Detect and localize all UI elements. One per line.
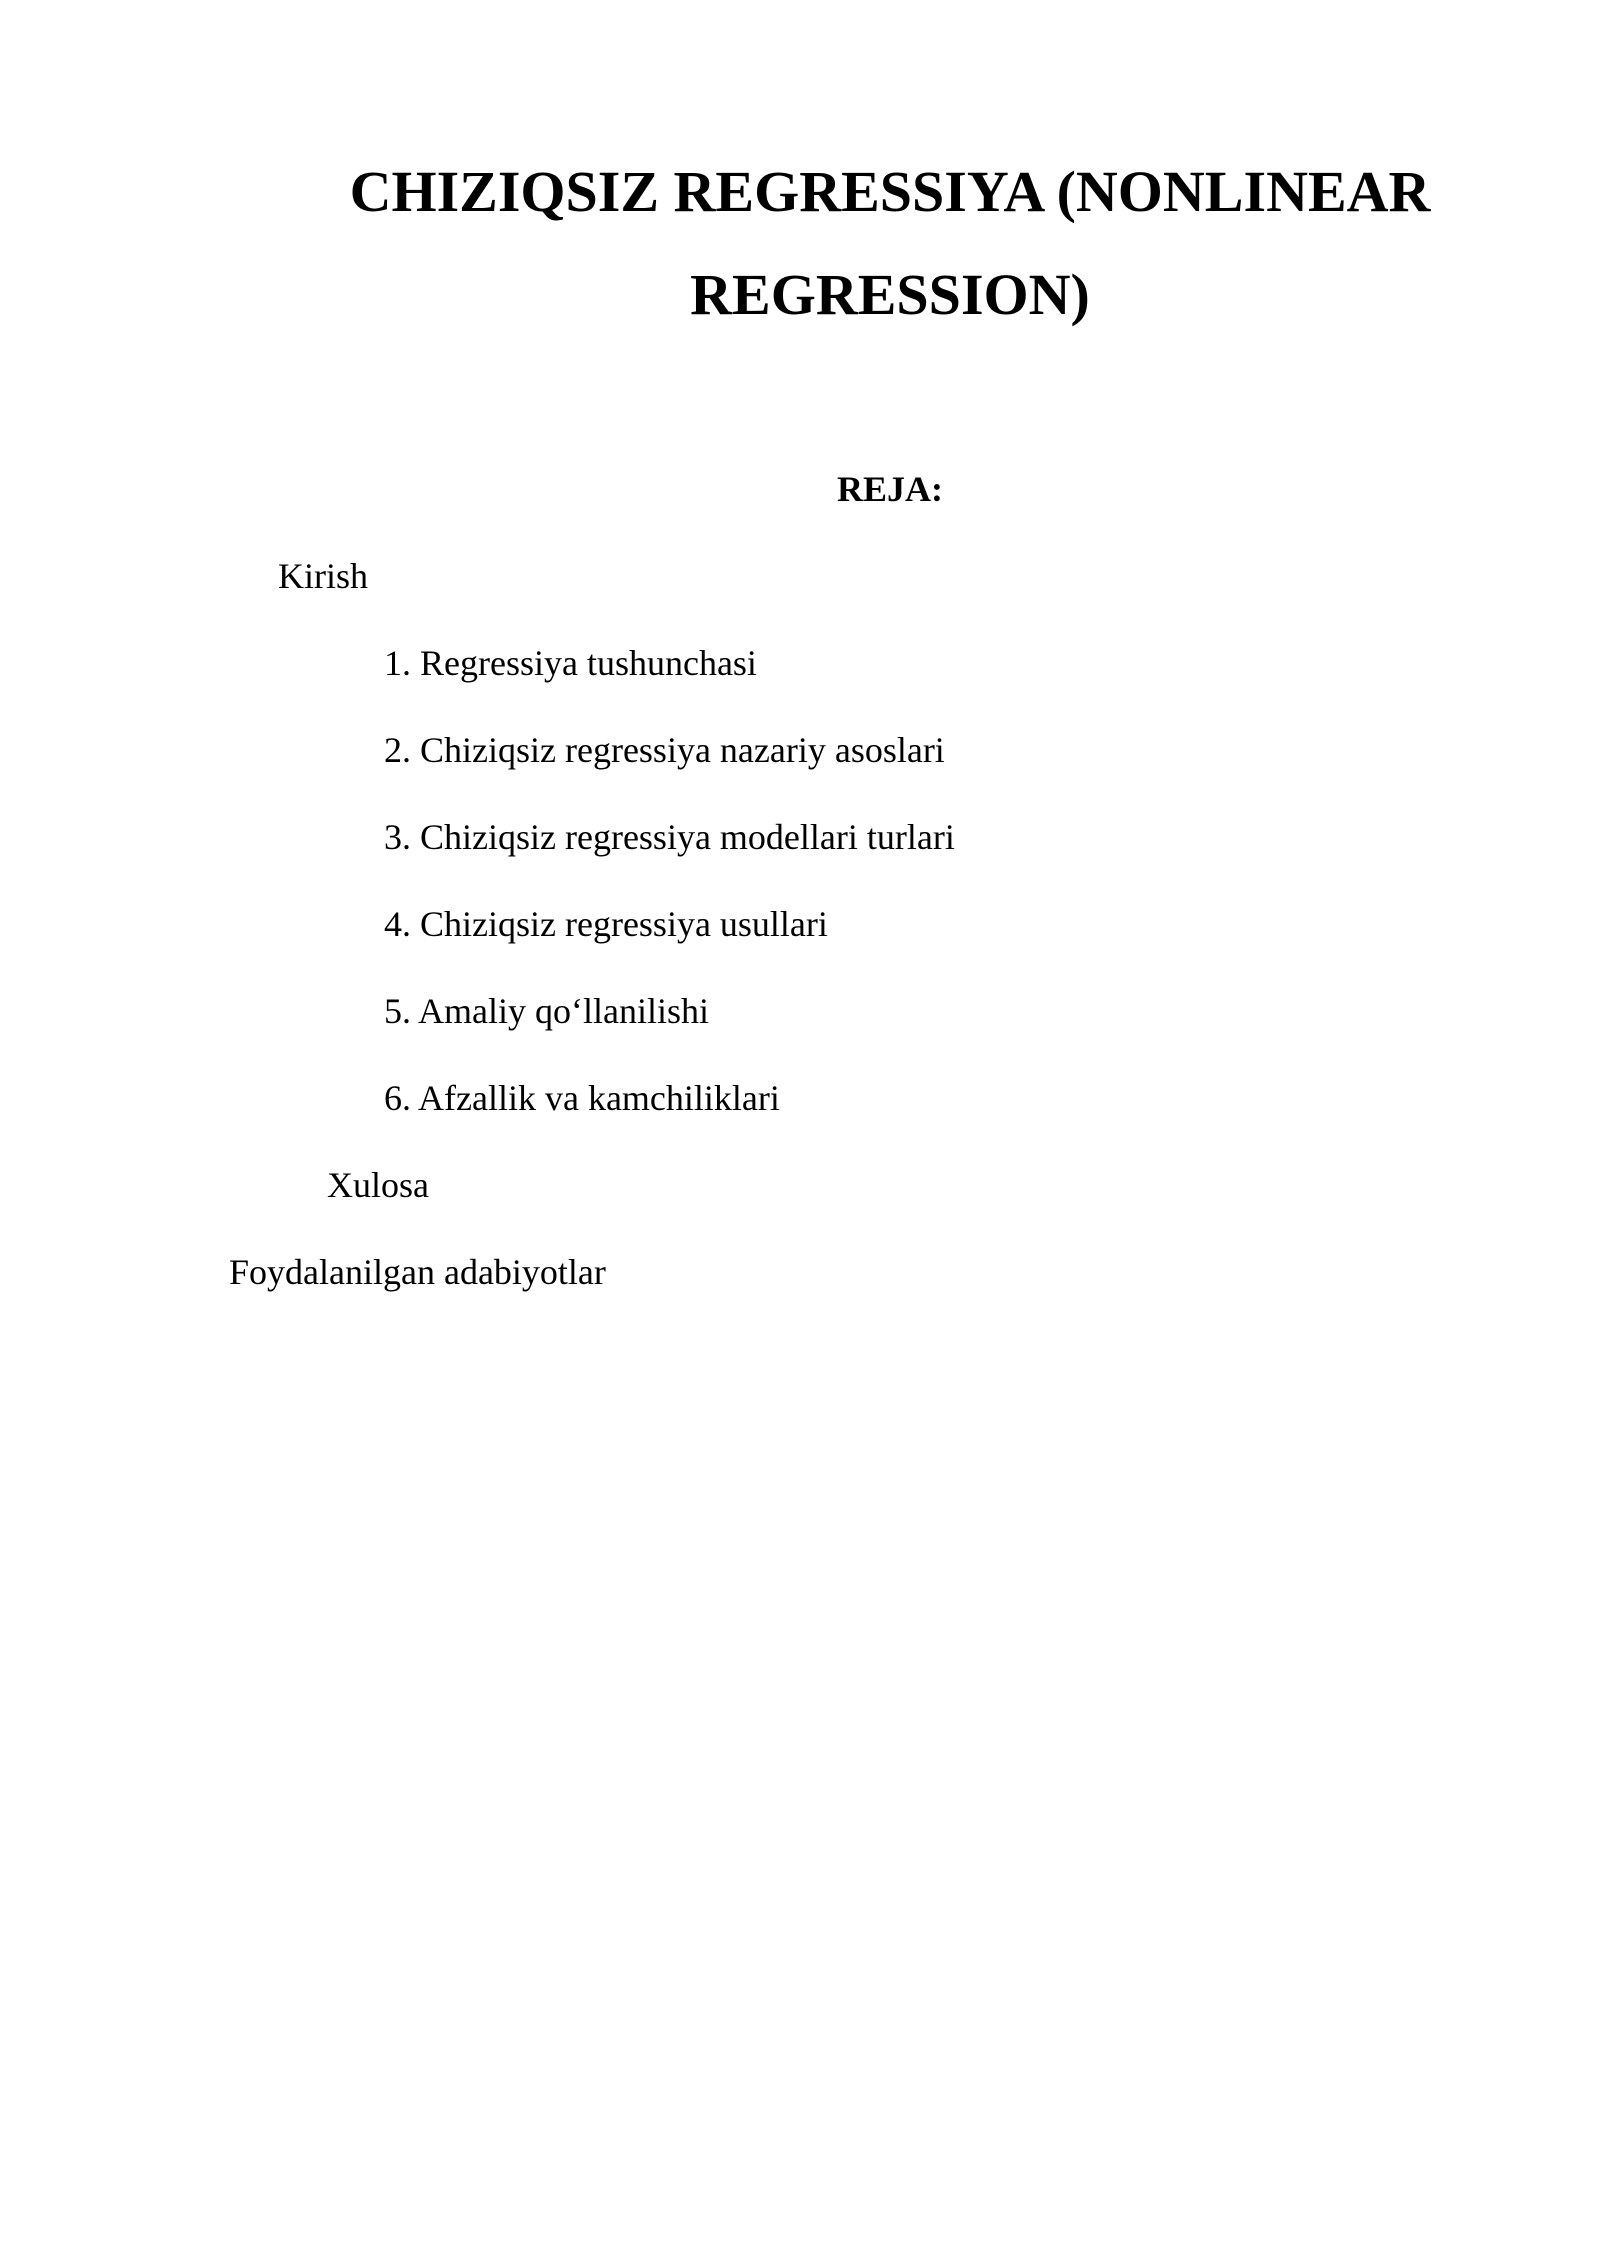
plan-item-6 [384, 1071, 780, 1125]
plan-item-text: Chiziqsiz regressiya nazariy asoslari [420, 730, 945, 770]
plan-item-text: Afzallik va kamchiliklari [418, 1078, 780, 1118]
plan-item-4 [384, 897, 828, 951]
plan-item-3 [384, 810, 955, 864]
plan-item-text: Chiziqsiz regressiya usullari [420, 904, 828, 944]
plan-item-number: 3. [384, 817, 411, 857]
plan-item-2 [384, 723, 945, 777]
plan-item-text: Regressiya tushunchasi [420, 643, 757, 683]
plan-item-number: 5. [384, 991, 411, 1031]
plan-item-text: Amaliy qo‘llanilishi [418, 991, 709, 1031]
plan-references: Foydalanilgan adabiyotlar [229, 1252, 606, 1292]
plan-item-number: 2. [384, 730, 411, 770]
document-title: CHIZIQSIZ REGRESSIYA (NONLINEAR REGRESSION) [349, 159, 1431, 327]
plan-item-1 [384, 636, 757, 690]
plan-intro: Kirish [278, 556, 368, 596]
plan-conclusion: Xulosa [327, 1165, 429, 1205]
plan-item-number: 1. [384, 643, 411, 683]
plan-item-number: 4. [384, 904, 411, 944]
plan-item-number: 6. [384, 1078, 411, 1118]
plan-item-text: Chiziqsiz regressiya modellari turlari [420, 817, 955, 857]
plan-heading: REJA: [837, 469, 943, 509]
plan-item-5 [384, 984, 709, 1038]
